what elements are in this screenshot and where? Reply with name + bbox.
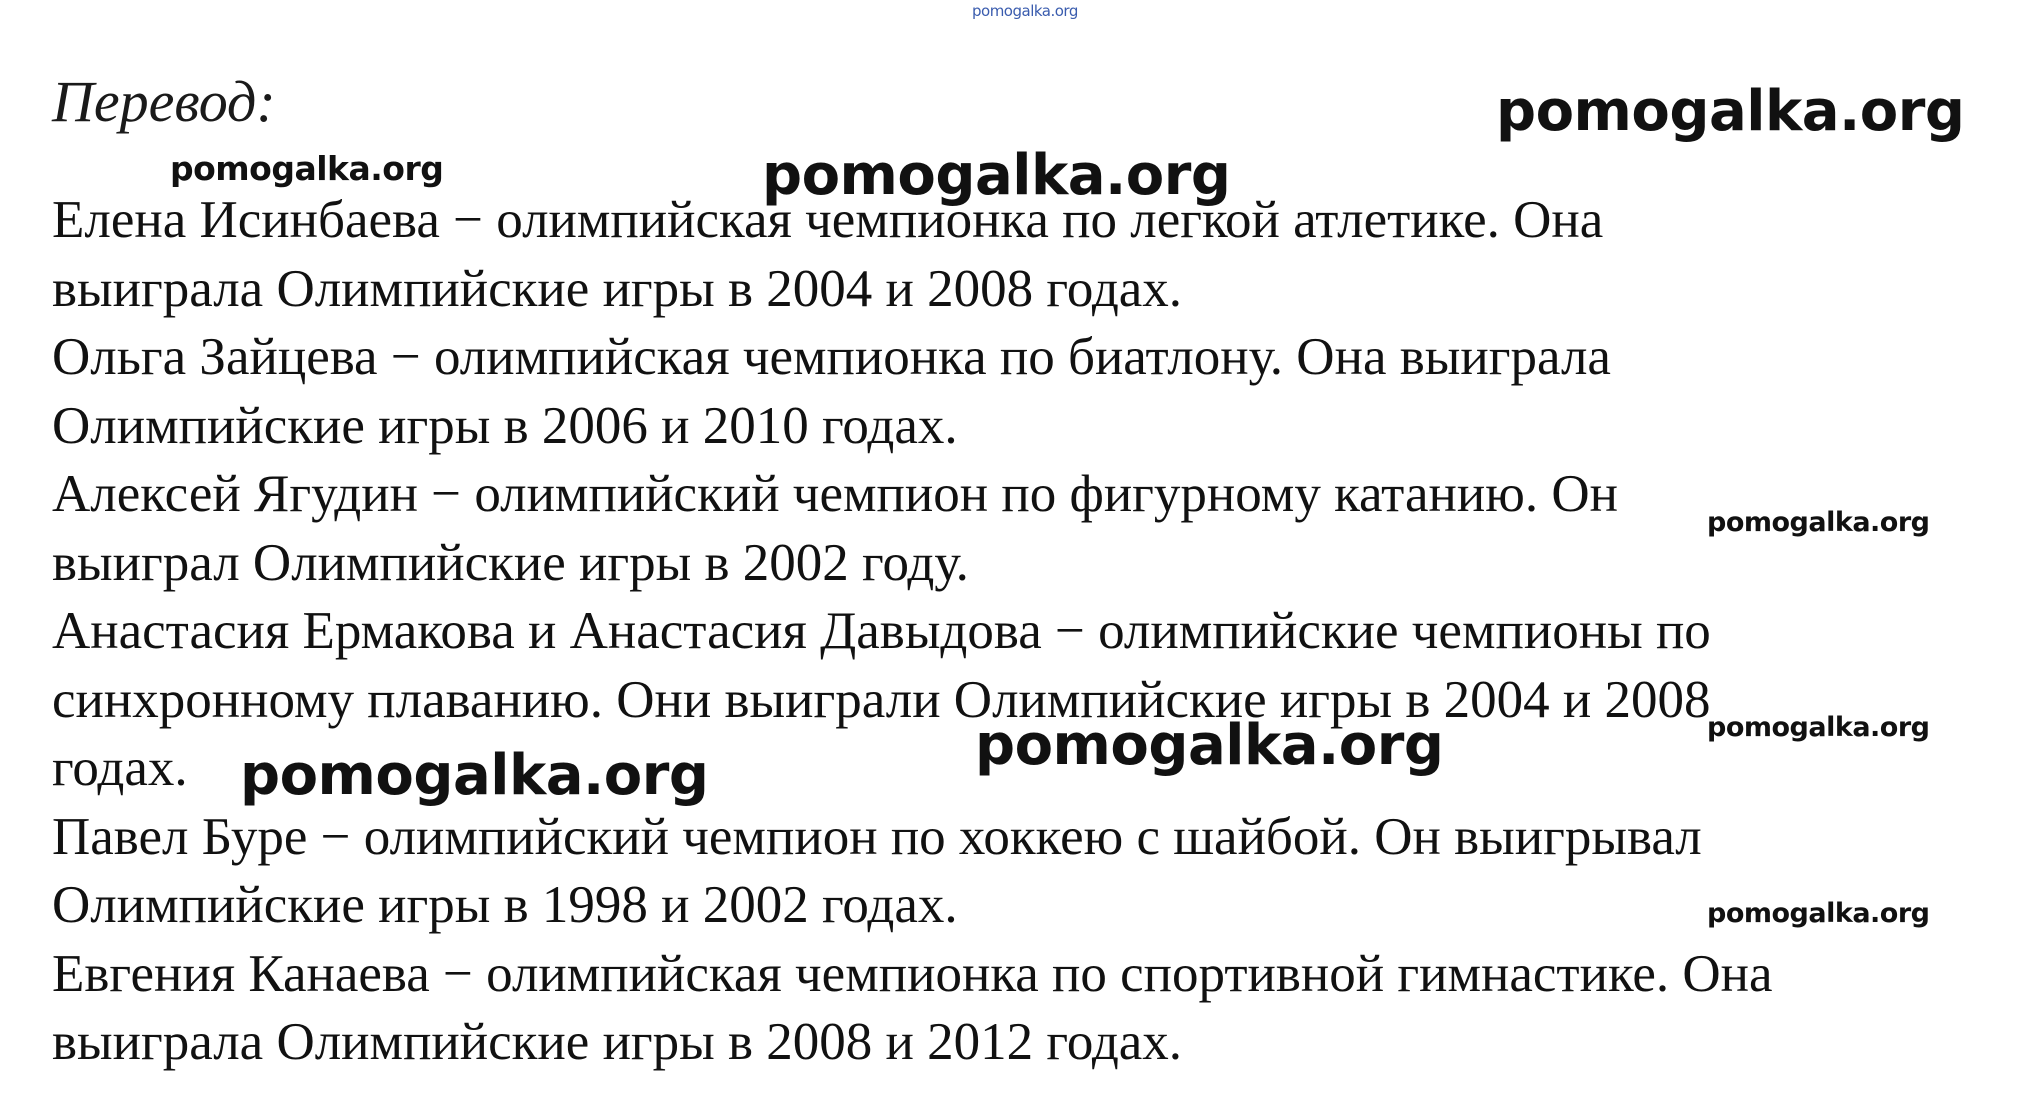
text-line: выиграла Олимпийские игры в 2008 и 2012 годах. <box>52 1013 1183 1071</box>
text-line: Елена Исинбаева − олимпийская чемпионка по легкой атлетике. Она <box>52 191 1604 249</box>
text-line: выиграл Олимпийские игры в 2002 году. <box>52 533 969 592</box>
translation-heading: Перевод: <box>52 69 276 134</box>
watermark: pomogalka.org <box>1707 507 1930 538</box>
text-line: Анастасия Ермакова и Анастасия Давыдова − олимпийские чемпионы по <box>52 602 1711 660</box>
watermark: pomogalka.org <box>240 743 709 808</box>
watermark: pomogalka.org <box>1707 898 1930 929</box>
watermark: pomogalka.org <box>762 143 1231 208</box>
text-line: Алексей Ягудин − олимпийский чемпион по фигурному катанию. Он <box>52 465 1618 523</box>
text-line: Павел Буре − олимпийский чемпион по хоккею с шайбой. Он выигрывал <box>52 807 1702 866</box>
text-line: годах. <box>52 739 188 797</box>
text-line: Олимпийские игры в 1998 и 2002 годах. <box>52 876 958 934</box>
text-line: синхронному плаванию. Они выиграли Олимпийские игры в 2004 и 2008 <box>52 670 1711 729</box>
top-watermark: pomogalka.org <box>972 2 1078 20</box>
text-line: выиграла Олимпийские игры в 2004 и 2008 годах. <box>52 259 1183 318</box>
watermark: pomogalka.org <box>170 149 444 188</box>
text-line: Евгения Канаева − олимпийская чемпионка по спортивной гимнастике. Она <box>52 944 1773 1003</box>
translation-text <box>52 186 2012 1077</box>
watermark: pomogalka.org <box>975 713 1444 778</box>
watermark: pomogalka.org <box>1496 79 1965 144</box>
watermark: pomogalka.org <box>1707 712 1930 743</box>
text-line: Олимпийские игры в 2006 и 2010 годах. <box>52 396 958 455</box>
text-line: Ольга Зайцева − олимпийская чемпионка по биатлону. Она выиграла <box>52 328 1611 386</box>
